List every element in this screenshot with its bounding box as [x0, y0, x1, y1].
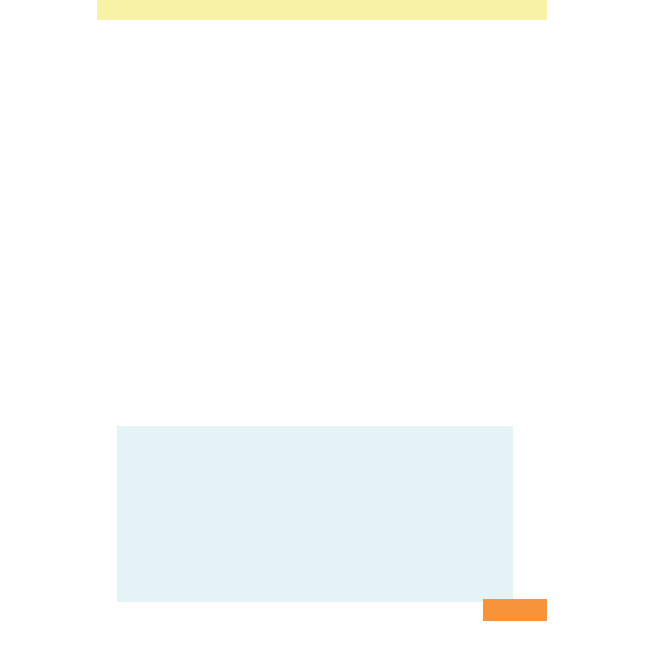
top-color-band	[97, 0, 547, 20]
page-number-tab	[483, 599, 547, 621]
answers-box	[117, 426, 513, 602]
